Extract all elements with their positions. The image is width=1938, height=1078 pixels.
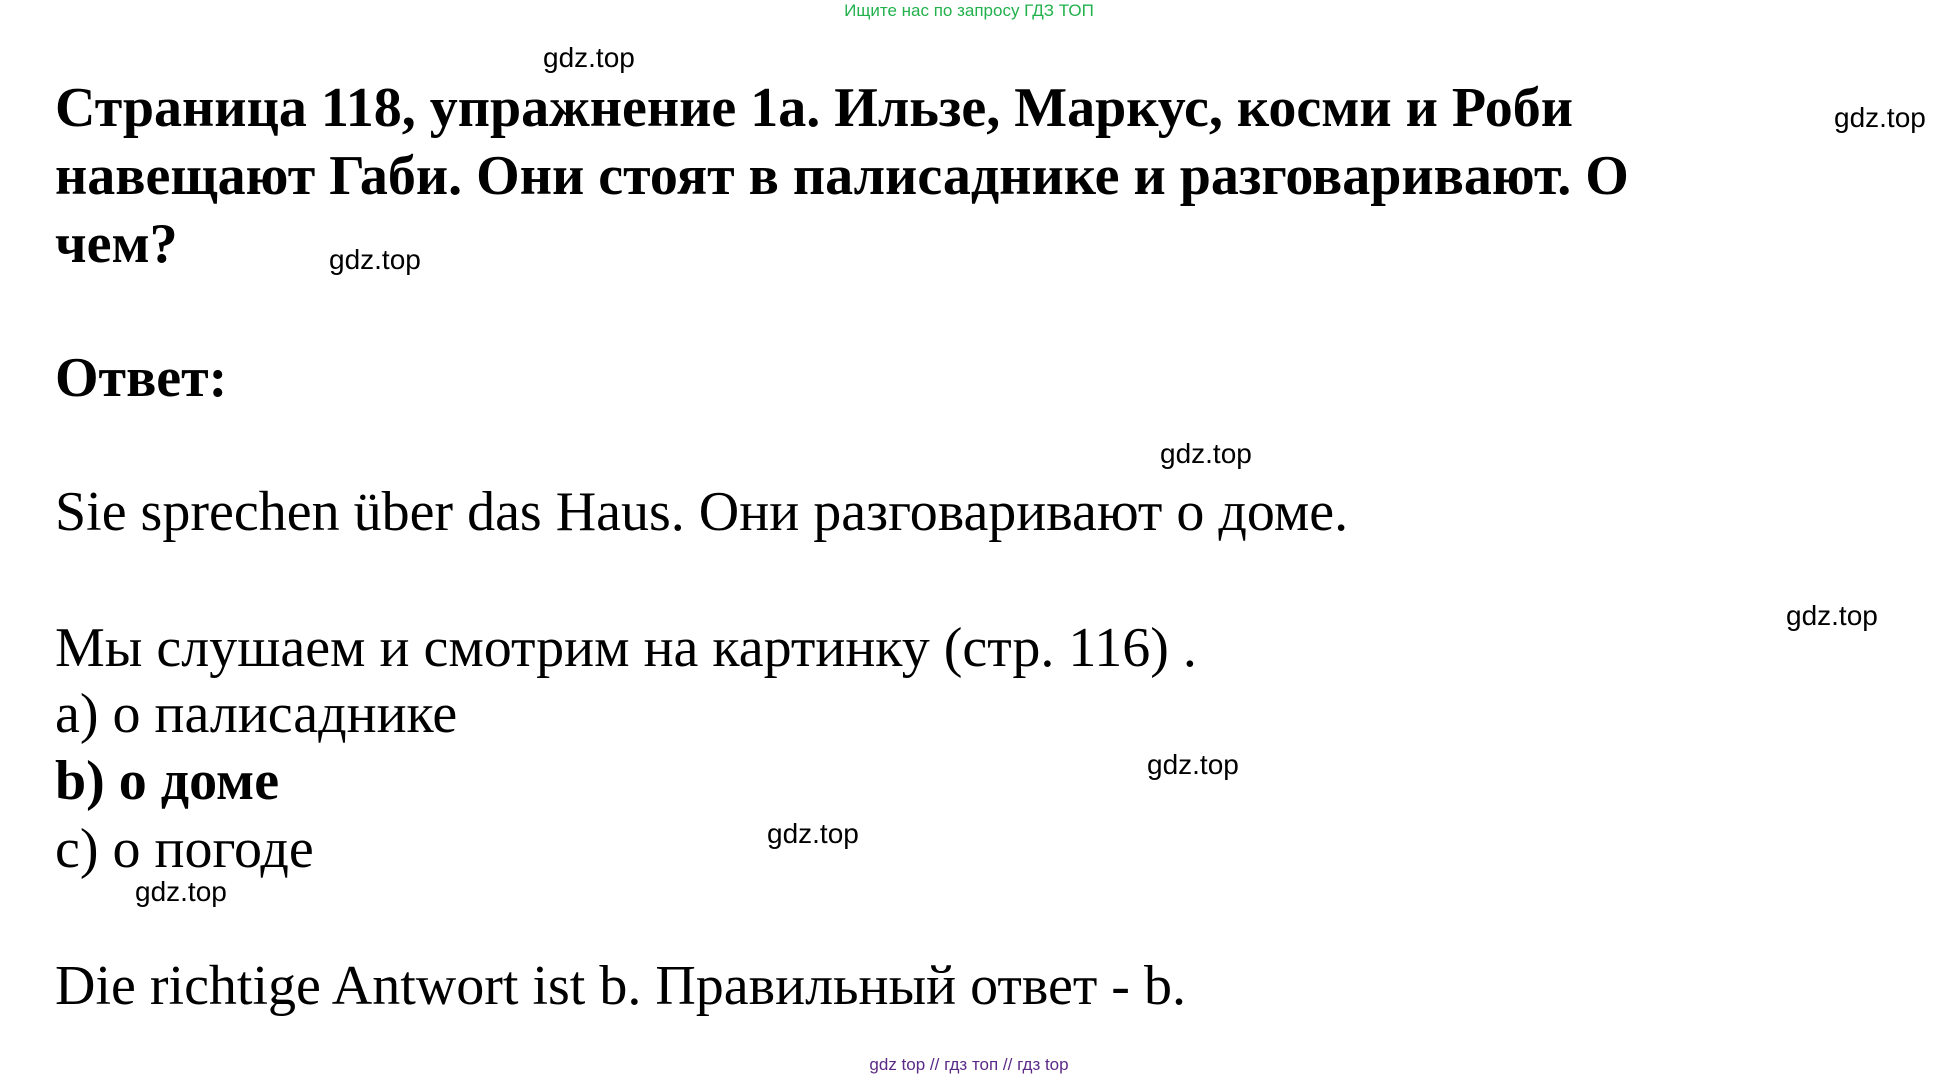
watermark: gdz.top (767, 818, 859, 849)
watermark: gdz.top (1160, 438, 1252, 469)
option-a: а) о палисаднике (55, 683, 458, 745)
watermark: gdz.top (329, 244, 421, 275)
answer-line-final: Die richtige Antwort ist b. Правильный ответ - b. (55, 955, 1186, 1017)
watermark: gdz.top (135, 876, 227, 907)
watermark: gdz.top (1786, 600, 1878, 631)
watermark: gdz.top (543, 42, 635, 73)
exercise-title: Страница 118, упражнение 1а. Ильзе, Маркус, косми и Роби навещают Габи. Они стоят в палисаднике и разговаривают. О чем? (55, 77, 1629, 275)
watermark: gdz.top (1147, 749, 1239, 780)
watermark: gdz.top (1834, 102, 1926, 133)
answer-line-2: Мы слушаем и смотрим на картинку (стр. 116) . (55, 617, 1197, 679)
answer-label: Ответ: (55, 347, 228, 409)
answer-line-1: Sie sprechen über das Haus. Они разговаривают о доме. (55, 481, 1349, 543)
footer-links: gdz top // гдз топ // гдз top (869, 1055, 1069, 1074)
option-c: c) о погоде (55, 818, 314, 880)
top-banner: Ищите нас по запросу ГДЗ ТОП (844, 1, 1094, 20)
option-b: b) о доме (55, 750, 280, 812)
